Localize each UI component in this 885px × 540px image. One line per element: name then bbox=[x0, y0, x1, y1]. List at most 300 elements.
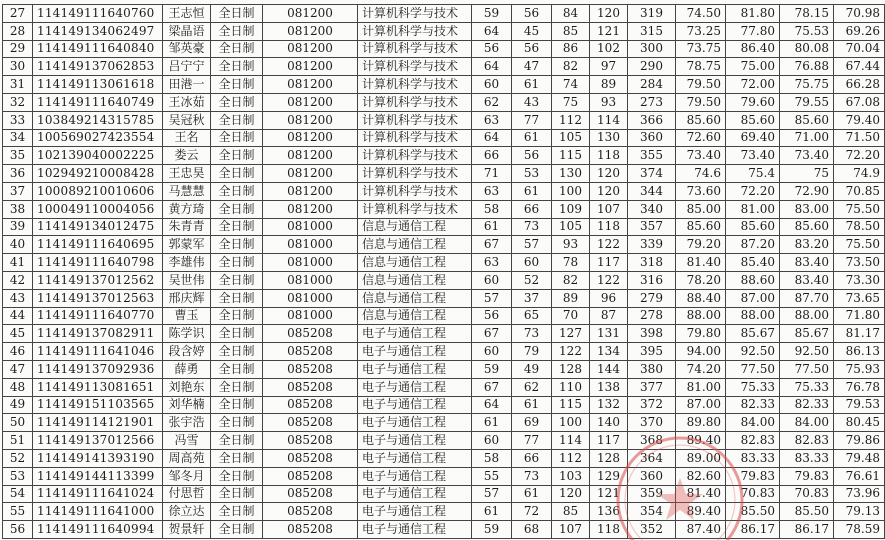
table-row bbox=[3, 165, 885, 183]
cell-final-score: 74.9 bbox=[834, 165, 885, 183]
cell-major-code: 081000 bbox=[263, 236, 358, 254]
cell-english: 73 bbox=[512, 218, 552, 236]
cell-major-name: 计算机科学与技术 bbox=[358, 22, 472, 40]
cell-major-code: 081200 bbox=[263, 5, 358, 23]
cell-score-a: 85.60 bbox=[676, 111, 726, 129]
cell-initial-total: 319 bbox=[628, 5, 676, 23]
cell-study-mode: 全日制 bbox=[211, 396, 263, 414]
cell-study-mode: 全日制 bbox=[211, 218, 263, 236]
cell-score-c: 82.83 bbox=[780, 432, 834, 450]
cell-seq: 29 bbox=[3, 40, 33, 58]
cell-politics: 63 bbox=[472, 182, 512, 200]
cell-score-c: 85.60 bbox=[780, 218, 834, 236]
cell-major-name: 信息与通信工程 bbox=[358, 218, 472, 236]
cell-final-score: 76.61 bbox=[834, 467, 885, 485]
cell-subject2: 140 bbox=[590, 414, 628, 432]
cell-score-a: 81.40 bbox=[676, 254, 726, 272]
cell-score-b: 75.4 bbox=[726, 165, 780, 183]
cell-subject1: 114 bbox=[552, 432, 590, 450]
cell-final-score: 79.40 bbox=[834, 111, 885, 129]
table-row bbox=[3, 147, 885, 165]
cell-final-score: 76.78 bbox=[834, 378, 885, 396]
cell-politics: 61 bbox=[472, 218, 512, 236]
cell-final-score: 71.50 bbox=[834, 129, 885, 147]
cell-major-code: 085208 bbox=[263, 378, 358, 396]
cell-subject2: 118 bbox=[590, 521, 628, 539]
cell-english: 65 bbox=[512, 307, 552, 325]
cell-major-name: 计算机科学与技术 bbox=[358, 76, 472, 94]
cell-exam-id: 114149114121901 bbox=[33, 414, 163, 432]
cell-final-score: 69.26 bbox=[834, 22, 885, 40]
cell-initial-total: 359 bbox=[628, 485, 676, 503]
cell-subject2: 134 bbox=[590, 343, 628, 361]
cell-score-b: 81.80 bbox=[726, 5, 780, 23]
cell-subject2: 118 bbox=[590, 147, 628, 165]
cell-final-score: 70.98 bbox=[834, 5, 885, 23]
cell-name: 段含婷 bbox=[163, 343, 211, 361]
cell-subject1: 93 bbox=[552, 236, 590, 254]
cell-subject1: 112 bbox=[552, 111, 590, 129]
cell-english: 61 bbox=[512, 485, 552, 503]
cell-study-mode: 全日制 bbox=[211, 289, 263, 307]
cell-politics: 60 bbox=[472, 432, 512, 450]
cell-politics: 64 bbox=[472, 58, 512, 76]
table-row bbox=[3, 111, 885, 129]
cell-politics: 56 bbox=[472, 40, 512, 58]
cell-subject2: 144 bbox=[590, 360, 628, 378]
cell-subject2: 117 bbox=[590, 254, 628, 272]
table-row bbox=[3, 129, 885, 147]
cell-score-b: 69.40 bbox=[726, 129, 780, 147]
cell-english: 53 bbox=[512, 165, 552, 183]
cell-name: 付思哲 bbox=[163, 485, 211, 503]
cell-politics: 63 bbox=[472, 111, 512, 129]
cell-politics: 56 bbox=[472, 307, 512, 325]
cell-subject2: 130 bbox=[590, 129, 628, 147]
cell-study-mode: 全日制 bbox=[211, 307, 263, 325]
cell-score-c: 83.00 bbox=[780, 200, 834, 218]
cell-politics: 64 bbox=[472, 22, 512, 40]
cell-subject1: 128 bbox=[552, 360, 590, 378]
cell-subject1: 127 bbox=[552, 325, 590, 343]
cell-score-b: 83.33 bbox=[726, 449, 780, 467]
cell-score-b: 77.50 bbox=[726, 360, 780, 378]
cell-study-mode: 全日制 bbox=[211, 182, 263, 200]
cell-score-a: 79.20 bbox=[676, 236, 726, 254]
cell-study-mode: 全日制 bbox=[211, 343, 263, 361]
table-row bbox=[3, 40, 885, 58]
cell-subject2: 107 bbox=[590, 200, 628, 218]
cell-name: 薛勇 bbox=[163, 360, 211, 378]
cell-score-b: 86.17 bbox=[726, 521, 780, 539]
cell-score-b: 81.00 bbox=[726, 200, 780, 218]
cell-score-c: 75 bbox=[780, 165, 834, 183]
cell-name: 娄云 bbox=[163, 147, 211, 165]
cell-seq: 47 bbox=[3, 360, 33, 378]
cell-score-b: 82.33 bbox=[726, 396, 780, 414]
cell-score-a: 87.40 bbox=[676, 521, 726, 539]
cell-major-name: 电子与通信工程 bbox=[358, 396, 472, 414]
cell-major-code: 081000 bbox=[263, 254, 358, 272]
table-row bbox=[3, 432, 885, 450]
cell-politics: 67 bbox=[472, 325, 512, 343]
cell-score-c: 72.90 bbox=[780, 182, 834, 200]
cell-major-name: 电子与通信工程 bbox=[358, 343, 472, 361]
cell-score-c: 76.88 bbox=[780, 58, 834, 76]
cell-score-a: 81.40 bbox=[676, 485, 726, 503]
cell-study-mode: 全日制 bbox=[211, 200, 263, 218]
cell-name: 黄方琦 bbox=[163, 200, 211, 218]
cell-subject1: 109 bbox=[552, 200, 590, 218]
cell-politics: 55 bbox=[472, 467, 512, 485]
cell-score-c: 92.50 bbox=[780, 343, 834, 361]
cell-name: 周高苑 bbox=[163, 449, 211, 467]
cell-exam-id: 100089210010606 bbox=[33, 182, 163, 200]
cell-score-b: 87.00 bbox=[726, 289, 780, 307]
cell-subject1: 115 bbox=[552, 396, 590, 414]
cell-major-name: 电子与通信工程 bbox=[358, 449, 472, 467]
cell-score-b: 85.67 bbox=[726, 325, 780, 343]
cell-initial-total: 357 bbox=[628, 218, 676, 236]
cell-seq: 39 bbox=[3, 218, 33, 236]
cell-name: 曹玉 bbox=[163, 307, 211, 325]
cell-name: 王忠昊 bbox=[163, 165, 211, 183]
cell-major-code: 081200 bbox=[263, 200, 358, 218]
cell-score-c: 87.70 bbox=[780, 289, 834, 307]
cell-major-code: 085208 bbox=[263, 467, 358, 485]
cell-name: 李雄伟 bbox=[163, 254, 211, 272]
cell-score-a: 82.60 bbox=[676, 467, 726, 485]
cell-score-c: 85.60 bbox=[780, 111, 834, 129]
cell-score-a: 73.75 bbox=[676, 40, 726, 58]
cell-name: 郭蒙军 bbox=[163, 236, 211, 254]
cell-subject1: 78 bbox=[552, 254, 590, 272]
cell-major-name: 电子与通信工程 bbox=[358, 467, 472, 485]
cell-score-a: 79.50 bbox=[676, 76, 726, 94]
cell-exam-id: 100569027423554 bbox=[33, 129, 163, 147]
cell-score-b: 75.33 bbox=[726, 378, 780, 396]
cell-score-a: 73.60 bbox=[676, 182, 726, 200]
cell-final-score: 80.45 bbox=[834, 414, 885, 432]
cell-subject2: 102 bbox=[590, 40, 628, 58]
cell-politics: 59 bbox=[472, 5, 512, 23]
cell-major-name: 计算机科学与技术 bbox=[358, 5, 472, 23]
cell-subject2: 132 bbox=[590, 396, 628, 414]
cell-study-mode: 全日制 bbox=[211, 432, 263, 450]
cell-final-score: 72.20 bbox=[834, 147, 885, 165]
cell-exam-id: 114149111640695 bbox=[33, 236, 163, 254]
cell-name: 梁晶语 bbox=[163, 22, 211, 40]
cell-score-c: 83.33 bbox=[780, 449, 834, 467]
cell-score-c: 73.40 bbox=[780, 147, 834, 165]
cell-initial-total: 364 bbox=[628, 449, 676, 467]
cell-score-a: 74.20 bbox=[676, 360, 726, 378]
cell-score-c: 79.83 bbox=[780, 467, 834, 485]
cell-politics: 60 bbox=[472, 76, 512, 94]
cell-score-a: 85.00 bbox=[676, 200, 726, 218]
cell-major-code: 085208 bbox=[263, 503, 358, 521]
table-row bbox=[3, 467, 885, 485]
cell-name: 王冰茹 bbox=[163, 93, 211, 111]
cell-subject1: 105 bbox=[552, 218, 590, 236]
cell-score-c: 83.40 bbox=[780, 254, 834, 272]
cell-exam-id: 114149111640749 bbox=[33, 93, 163, 111]
cell-initial-total: 374 bbox=[628, 165, 676, 183]
cell-politics: 61 bbox=[472, 414, 512, 432]
cell-english: 43 bbox=[512, 93, 552, 111]
cell-subject1: 89 bbox=[552, 289, 590, 307]
cell-initial-total: 380 bbox=[628, 360, 676, 378]
cell-score-a: 89.40 bbox=[676, 503, 726, 521]
cell-subject1: 115 bbox=[552, 147, 590, 165]
cell-exam-id: 114149113061618 bbox=[33, 76, 163, 94]
cell-initial-total: 352 bbox=[628, 521, 676, 539]
cell-seq: 43 bbox=[3, 289, 33, 307]
cell-score-a: 72.60 bbox=[676, 129, 726, 147]
cell-score-b: 75.00 bbox=[726, 58, 780, 76]
cell-name: 刘华楠 bbox=[163, 396, 211, 414]
cell-exam-id: 114149151103565 bbox=[33, 396, 163, 414]
cell-study-mode: 全日制 bbox=[211, 5, 263, 23]
cell-seq: 56 bbox=[3, 521, 33, 539]
cell-name: 田港一 bbox=[163, 76, 211, 94]
cell-score-a: 78.20 bbox=[676, 271, 726, 289]
cell-seq: 33 bbox=[3, 111, 33, 129]
cell-exam-id: 103849214315785 bbox=[33, 111, 163, 129]
cell-initial-total: 344 bbox=[628, 182, 676, 200]
cell-seq: 35 bbox=[3, 147, 33, 165]
table-row bbox=[3, 396, 885, 414]
cell-english: 57 bbox=[512, 236, 552, 254]
cell-score-b: 85.60 bbox=[726, 111, 780, 129]
cell-english: 56 bbox=[512, 5, 552, 23]
cell-score-a: 73.25 bbox=[676, 22, 726, 40]
cell-initial-total: 278 bbox=[628, 307, 676, 325]
cell-score-c: 77.50 bbox=[780, 360, 834, 378]
cell-english: 72 bbox=[512, 503, 552, 521]
cell-major-name: 电子与通信工程 bbox=[358, 485, 472, 503]
cell-score-b: 87.20 bbox=[726, 236, 780, 254]
cell-initial-total: 366 bbox=[628, 111, 676, 129]
cell-subject1: 122 bbox=[552, 343, 590, 361]
cell-score-c: 86.17 bbox=[780, 521, 834, 539]
cell-score-a: 74.6 bbox=[676, 165, 726, 183]
cell-score-a: 87.00 bbox=[676, 396, 726, 414]
cell-score-c: 71.00 bbox=[780, 129, 834, 147]
cell-major-name: 电子与通信工程 bbox=[358, 503, 472, 521]
cell-final-score: 75.50 bbox=[834, 236, 885, 254]
cell-seq: 50 bbox=[3, 414, 33, 432]
cell-major-code: 081200 bbox=[263, 111, 358, 129]
cell-english: 66 bbox=[512, 449, 552, 467]
cell-subject2: 120 bbox=[590, 165, 628, 183]
cell-subject2: 97 bbox=[590, 58, 628, 76]
cell-score-a: 94.00 bbox=[676, 343, 726, 361]
cell-study-mode: 全日制 bbox=[211, 147, 263, 165]
cell-name: 邹冬月 bbox=[163, 467, 211, 485]
cell-politics: 58 bbox=[472, 200, 512, 218]
cell-major-code: 081200 bbox=[263, 129, 358, 147]
cell-exam-id: 114149111640760 bbox=[33, 5, 163, 23]
cell-politics: 71 bbox=[472, 165, 512, 183]
cell-exam-id: 114149144113399 bbox=[33, 467, 163, 485]
score-table bbox=[2, 4, 885, 539]
cell-final-score: 75.93 bbox=[834, 360, 885, 378]
cell-seq: 37 bbox=[3, 182, 33, 200]
cell-politics: 57 bbox=[472, 289, 512, 307]
cell-subject2: 87 bbox=[590, 307, 628, 325]
cell-study-mode: 全日制 bbox=[211, 93, 263, 111]
cell-major-name: 计算机科学与技术 bbox=[358, 93, 472, 111]
cell-score-a: 79.80 bbox=[676, 325, 726, 343]
cell-final-score: 70.85 bbox=[834, 182, 885, 200]
cell-score-b: 88.60 bbox=[726, 271, 780, 289]
cell-subject1: 70 bbox=[552, 307, 590, 325]
cell-exam-id: 114149137082911 bbox=[33, 325, 163, 343]
cell-score-c: 70.83 bbox=[780, 485, 834, 503]
cell-study-mode: 全日制 bbox=[211, 58, 263, 76]
cell-final-score: 73.65 bbox=[834, 289, 885, 307]
cell-major-code: 081000 bbox=[263, 271, 358, 289]
cell-exam-id: 102139040002225 bbox=[33, 147, 163, 165]
cell-study-mode: 全日制 bbox=[211, 360, 263, 378]
cell-major-name: 计算机科学与技术 bbox=[358, 40, 472, 58]
cell-politics: 63 bbox=[472, 254, 512, 272]
cell-major-code: 085208 bbox=[263, 432, 358, 450]
cell-final-score: 79.48 bbox=[834, 449, 885, 467]
cell-subject1: 100 bbox=[552, 414, 590, 432]
cell-study-mode: 全日制 bbox=[211, 414, 263, 432]
cell-english: 49 bbox=[512, 360, 552, 378]
cell-major-code: 085208 bbox=[263, 485, 358, 503]
cell-score-b: 85.50 bbox=[726, 503, 780, 521]
cell-seq: 49 bbox=[3, 396, 33, 414]
cell-seq: 38 bbox=[3, 200, 33, 218]
cell-initial-total: 273 bbox=[628, 93, 676, 111]
cell-subject1: 130 bbox=[552, 165, 590, 183]
table-row bbox=[3, 58, 885, 76]
table-row bbox=[3, 360, 885, 378]
cell-initial-total: 377 bbox=[628, 378, 676, 396]
cell-major-code: 081200 bbox=[263, 147, 358, 165]
cell-seq: 51 bbox=[3, 432, 33, 450]
cell-english: 69 bbox=[512, 414, 552, 432]
cell-initial-total: 290 bbox=[628, 58, 676, 76]
cell-initial-total: 339 bbox=[628, 236, 676, 254]
cell-subject1: 103 bbox=[552, 467, 590, 485]
cell-name: 朱青青 bbox=[163, 218, 211, 236]
cell-major-name: 计算机科学与技术 bbox=[358, 165, 472, 183]
cell-subject1: 84 bbox=[552, 5, 590, 23]
cell-subject2: 138 bbox=[590, 378, 628, 396]
cell-final-score: 66.28 bbox=[834, 76, 885, 94]
cell-major-code: 081000 bbox=[263, 289, 358, 307]
cell-name: 贺景轩 bbox=[163, 521, 211, 539]
cell-score-b: 73.40 bbox=[726, 147, 780, 165]
cell-major-code: 081200 bbox=[263, 165, 358, 183]
cell-score-a: 79.50 bbox=[676, 93, 726, 111]
cell-major-name: 计算机科学与技术 bbox=[358, 147, 472, 165]
cell-name: 吴世伟 bbox=[163, 271, 211, 289]
cell-english: 56 bbox=[512, 40, 552, 58]
cell-final-score: 75.50 bbox=[834, 200, 885, 218]
table-row bbox=[3, 307, 885, 325]
cell-final-score: 73.50 bbox=[834, 254, 885, 272]
cell-initial-total: 340 bbox=[628, 200, 676, 218]
table-row bbox=[3, 236, 885, 254]
cell-score-b: 88.00 bbox=[726, 307, 780, 325]
cell-study-mode: 全日制 bbox=[211, 467, 263, 485]
cell-study-mode: 全日制 bbox=[211, 378, 263, 396]
cell-score-a: 88.40 bbox=[676, 289, 726, 307]
table-row bbox=[3, 271, 885, 289]
cell-seq: 41 bbox=[3, 254, 33, 272]
cell-english: 77 bbox=[512, 111, 552, 129]
table-row bbox=[3, 414, 885, 432]
cell-seq: 30 bbox=[3, 58, 33, 76]
cell-seq: 55 bbox=[3, 503, 33, 521]
cell-initial-total: 395 bbox=[628, 343, 676, 361]
cell-subject1: 85 bbox=[552, 22, 590, 40]
cell-final-score: 86.13 bbox=[834, 343, 885, 361]
cell-seq: 27 bbox=[3, 5, 33, 23]
cell-politics: 61 bbox=[472, 503, 512, 521]
cell-major-code: 085208 bbox=[263, 449, 358, 467]
table-row bbox=[3, 449, 885, 467]
cell-final-score: 71.80 bbox=[834, 307, 885, 325]
cell-name: 邢庆辉 bbox=[163, 289, 211, 307]
cell-study-mode: 全日制 bbox=[211, 449, 263, 467]
cell-name: 陈学识 bbox=[163, 325, 211, 343]
cell-major-code: 081200 bbox=[263, 76, 358, 94]
cell-major-name: 计算机科学与技术 bbox=[358, 200, 472, 218]
cell-subject1: 105 bbox=[552, 129, 590, 147]
cell-score-b: 86.40 bbox=[726, 40, 780, 58]
cell-major-code: 081200 bbox=[263, 58, 358, 76]
cell-subject1: 82 bbox=[552, 271, 590, 289]
cell-major-name: 电子与通信工程 bbox=[358, 414, 472, 432]
cell-score-b: 84.00 bbox=[726, 414, 780, 432]
cell-subject2: 136 bbox=[590, 503, 628, 521]
cell-name: 吕宁宁 bbox=[163, 58, 211, 76]
cell-english: 60 bbox=[512, 254, 552, 272]
cell-english: 61 bbox=[512, 129, 552, 147]
cell-seq: 52 bbox=[3, 449, 33, 467]
cell-name: 张宇浩 bbox=[163, 414, 211, 432]
cell-politics: 67 bbox=[472, 378, 512, 396]
cell-english: 52 bbox=[512, 271, 552, 289]
cell-score-c: 75.53 bbox=[780, 22, 834, 40]
table-row bbox=[3, 22, 885, 40]
cell-english: 77 bbox=[512, 432, 552, 450]
cell-major-code: 081000 bbox=[263, 218, 358, 236]
cell-major-code: 081200 bbox=[263, 22, 358, 40]
cell-name: 王名 bbox=[163, 129, 211, 147]
cell-score-c: 85.67 bbox=[780, 325, 834, 343]
cell-score-c: 83.20 bbox=[780, 236, 834, 254]
cell-initial-total: 372 bbox=[628, 396, 676, 414]
table-row bbox=[3, 343, 885, 361]
cell-subject1: 100 bbox=[552, 182, 590, 200]
cell-major-name: 计算机科学与技术 bbox=[358, 129, 472, 147]
cell-name: 邹英豪 bbox=[163, 40, 211, 58]
cell-seq: 44 bbox=[3, 307, 33, 325]
cell-exam-id: 114149111641000 bbox=[33, 503, 163, 521]
cell-major-code: 085208 bbox=[263, 343, 358, 361]
cell-major-code: 085208 bbox=[263, 360, 358, 378]
cell-score-c: 84.00 bbox=[780, 414, 834, 432]
cell-exam-id: 114149137092936 bbox=[33, 360, 163, 378]
